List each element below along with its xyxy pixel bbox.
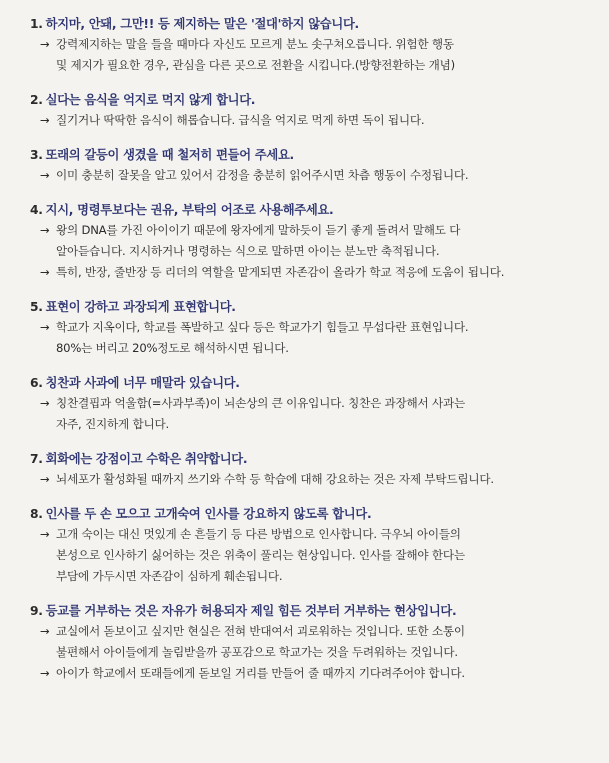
arrow-icon: → bbox=[40, 320, 50, 334]
line-text: 80%는 버리고 20%정도로 해석하시면 됩니다. bbox=[56, 341, 289, 355]
bullet-line bbox=[30, 663, 589, 684]
section-1 bbox=[30, 14, 589, 76]
line-text: 특히, 반장, 줄반장 등 리더의 역할을 맡게되면 자존감이 올라가 학교 적응에 도움이 됩니다. bbox=[56, 265, 505, 279]
section-heading-text: 하지마, 안돼, 그만!! 등 제지하는 말은 '절대'하지 않습니다. bbox=[45, 17, 359, 31]
continuation-line bbox=[30, 55, 589, 76]
section-heading bbox=[30, 14, 589, 34]
section-7 bbox=[30, 449, 589, 490]
line-text: 부담에 가두시면 자존감이 심하게 훼손됩니다. bbox=[56, 569, 283, 583]
section-number: 2. bbox=[30, 93, 43, 107]
section-heading bbox=[30, 200, 589, 220]
section-heading-text: 인사를 두 손 모으고 고개숙여 인사를 강요하지 않도록 합니다. bbox=[45, 507, 372, 521]
line-text: 불편해서 아이들에게 놀림받을까 공포감으로 학교가는 것을 두려워하는 것입니다. bbox=[56, 645, 458, 659]
continuation-line bbox=[30, 545, 589, 566]
section-heading-text: 등교를 거부하는 것은 자유가 허용되자 제일 힘든 것부터 거부하는 현상입니다. bbox=[45, 604, 457, 618]
bullet-line bbox=[30, 34, 589, 55]
section-heading-text: 칭찬과 사과에 너무 매말라 있습니다. bbox=[45, 376, 240, 390]
bullet-line bbox=[30, 621, 589, 642]
arrow-icon: → bbox=[40, 624, 50, 638]
line-text: 강력제지하는 말을 들을 때마다 자신도 모르게 분노 솟구쳐오릅니다. 위험한 행동 bbox=[56, 37, 454, 51]
line-text: 본성으로 인사하기 싫어하는 것은 위축이 풀리는 현상입니다. 인사를 잘해야 한다는 bbox=[56, 548, 465, 562]
section-5 bbox=[30, 297, 589, 359]
section-number: 1. bbox=[30, 17, 43, 31]
arrow-icon: → bbox=[40, 527, 50, 541]
section-number: 3. bbox=[30, 148, 43, 162]
section-2 bbox=[30, 90, 589, 131]
continuation-line bbox=[30, 566, 589, 587]
section-6 bbox=[30, 373, 589, 435]
line-text: 알아듣습니다. 지시하거나 명령하는 식으로 말하면 아이는 분노만 축적됩니다. bbox=[56, 244, 440, 258]
section-heading-text: 실다는 음식을 억지로 먹지 않게 합니다. bbox=[45, 93, 256, 107]
line-text: 및 제지가 필요한 경우, 관심을 다른 곳으로 전환을 시킵니다.(방향전환하는 개념) bbox=[56, 58, 455, 72]
arrow-icon: → bbox=[40, 472, 50, 486]
section-heading-text: 지시, 명령투보다는 권유, 부탁의 어조로 사용해주세요. bbox=[45, 203, 334, 217]
section-heading bbox=[30, 297, 589, 317]
bullet-line bbox=[30, 110, 589, 131]
section-heading-text: 표현이 강하고 과장되게 표현합니다. bbox=[45, 300, 236, 314]
arrow-icon: → bbox=[40, 113, 50, 127]
line-text: 뇌세포가 활성화될 때까지 쓰기와 수학 등 학습에 대해 강요하는 것은 자제 부탁드립니다. bbox=[56, 472, 494, 486]
bullet-line bbox=[30, 524, 589, 545]
continuation-line bbox=[30, 642, 589, 663]
bullet-line bbox=[30, 165, 589, 186]
continuation-line bbox=[30, 241, 589, 262]
continuation-line bbox=[30, 414, 589, 435]
bullet-line bbox=[30, 469, 589, 490]
section-heading-text: 또래의 갈등이 생겼을 때 철저히 편들어 주세요. bbox=[45, 148, 294, 162]
arrow-icon: → bbox=[40, 666, 50, 680]
line-text: 이미 충분히 잘못을 알고 있어서 감정을 충분히 읽어주시면 차츰 행동이 수정됩니다. bbox=[56, 168, 469, 182]
section-number: 9. bbox=[30, 604, 43, 618]
section-4 bbox=[30, 200, 589, 283]
bullet-line bbox=[30, 317, 589, 338]
section-number: 6. bbox=[30, 376, 43, 390]
section-number: 8. bbox=[30, 507, 43, 521]
section-heading bbox=[30, 601, 589, 621]
section-heading bbox=[30, 449, 589, 469]
arrow-icon: → bbox=[40, 223, 50, 237]
section-number: 4. bbox=[30, 203, 43, 217]
line-text: 자주, 진지하게 합니다. bbox=[56, 417, 169, 431]
section-8 bbox=[30, 504, 589, 587]
arrow-icon: → bbox=[40, 396, 50, 410]
section-heading bbox=[30, 90, 589, 110]
line-text: 고개 숙이는 대신 멋있게 손 흔들기 등 다른 방법으로 인사합니다. 극우뇌 아이들의 bbox=[56, 527, 461, 541]
arrow-icon: → bbox=[40, 37, 50, 51]
bullet-line bbox=[30, 220, 589, 241]
line-text: 질기거나 딱딱한 음식이 해롭습니다. 급식을 억지로 먹게 하면 독이 됩니다. bbox=[56, 113, 425, 127]
continuation-line bbox=[30, 338, 589, 359]
line-text: 교실에서 돋보이고 싶지만 현실은 전혀 반대여서 괴로워하는 것입니다. 또한 소통이 bbox=[56, 624, 465, 638]
section-number: 7. bbox=[30, 452, 43, 466]
section-heading bbox=[30, 145, 589, 165]
line-text: 왕의 DNA를 가진 아이이기 때문에 왕자에게 말하듯이 듣기 좋게 돌려서 말해도 다 bbox=[56, 223, 461, 237]
section-heading bbox=[30, 373, 589, 393]
section-3 bbox=[30, 145, 589, 186]
bullet-line bbox=[30, 393, 589, 414]
section-heading-text: 회화에는 강점이고 수학은 취약합니다. bbox=[45, 452, 248, 466]
bullet-line bbox=[30, 262, 589, 283]
arrow-icon: → bbox=[40, 168, 50, 182]
section-heading bbox=[30, 504, 589, 524]
arrow-icon: → bbox=[40, 265, 50, 279]
section-number: 5. bbox=[30, 300, 43, 314]
line-text: 아이가 학교에서 또래들에게 돋보일 거리를 만들어 줄 때까지 기다려주어야 합니다. bbox=[56, 666, 465, 680]
line-text: 칭찬결핍과 억울함(=사과부족)이 뇌손상의 큰 이유입니다. 칭찬은 과장해서 사과는 bbox=[56, 396, 466, 410]
section-9 bbox=[30, 601, 589, 684]
line-text: 학교가 지옥이다, 학교를 폭발하고 싶다 등은 학교가기 힘들고 무섭다란 표현입니다. bbox=[56, 320, 469, 334]
